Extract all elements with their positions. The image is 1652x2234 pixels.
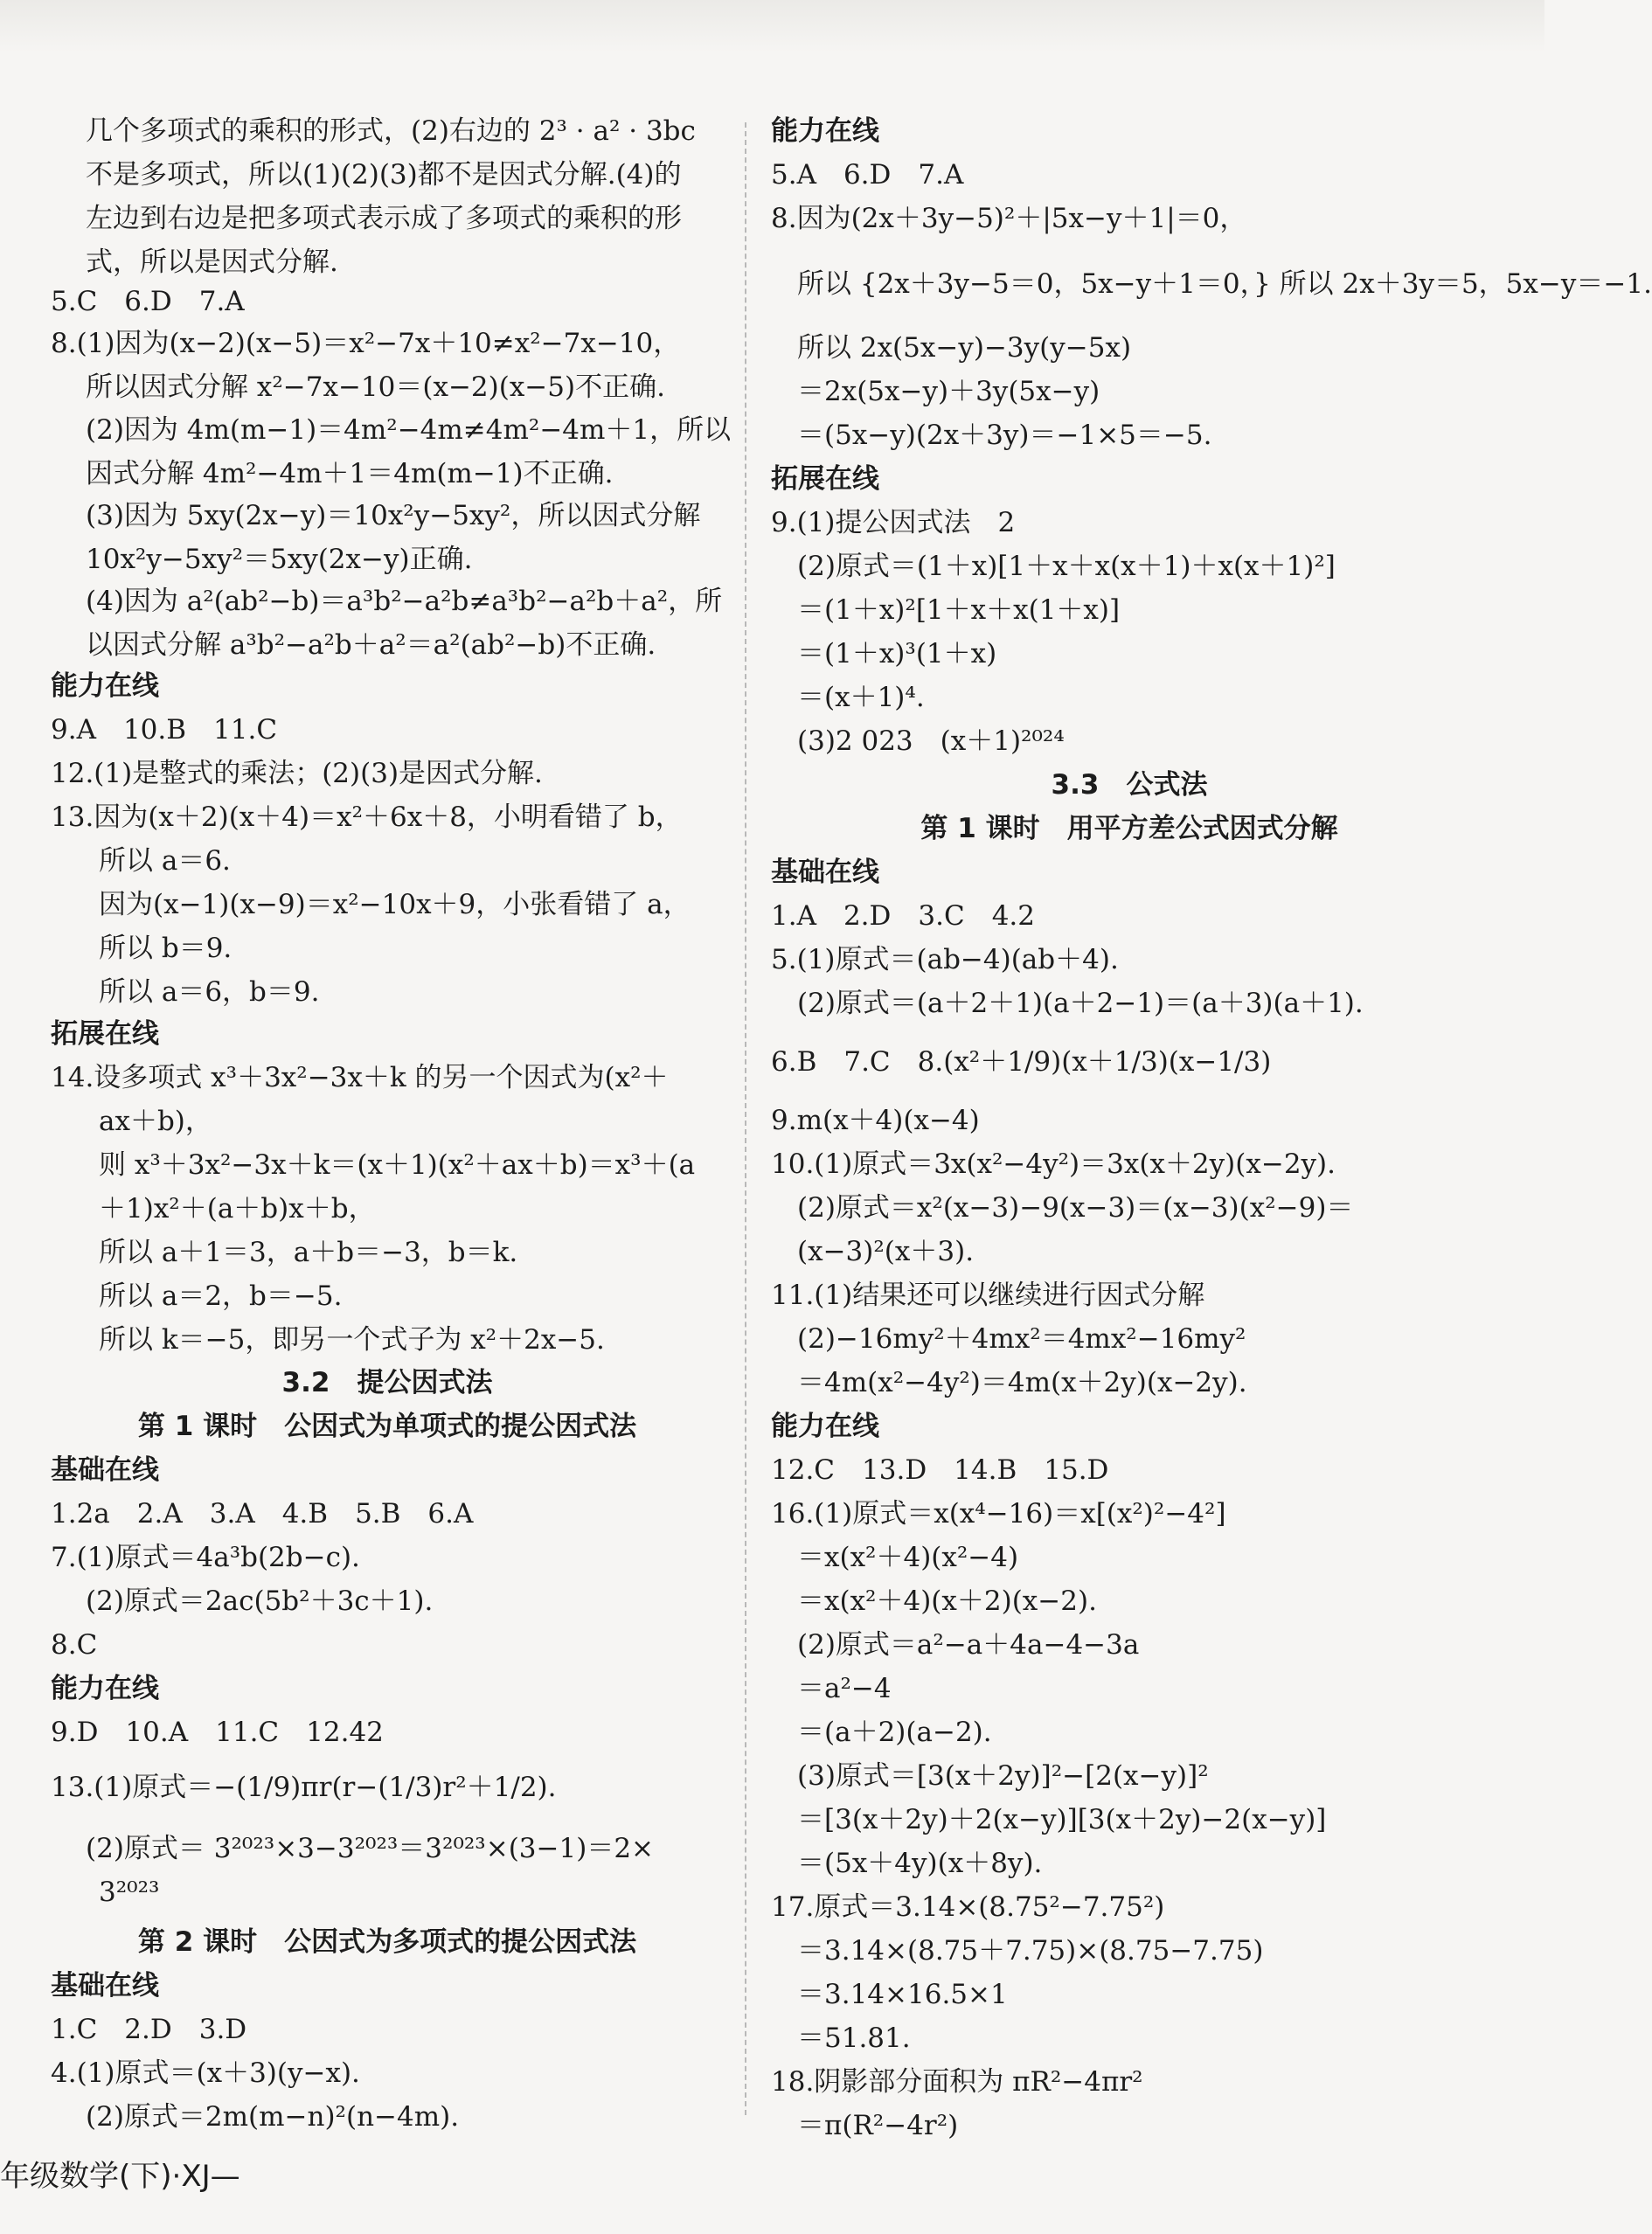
answer-line: 左边到右边是把多项式表示成了多项式的乘积的形: [86, 203, 682, 234]
section-heading: 第 1 课时 用平方差公式因式分解: [920, 813, 1338, 844]
answer-line: 4.(1)原式＝(x＋3)(y−x).: [51, 2057, 360, 2089]
answer-line: 9.(1)提公因式法 2: [771, 507, 1016, 538]
answer-line: 所以 a＝6.: [99, 845, 231, 877]
answer-line: 5.A 6.D 7.A: [771, 159, 964, 191]
answer-line: 几个多项式的乘积的形式，(2)右边的 2³ · a² · 3bc: [86, 115, 696, 147]
answer-line: 13.(1)原式＝−(1/9)πr(r−(1/3)r²＋1/2).: [51, 1772, 557, 1803]
answer-line: (3)原式＝[3(x＋2y)]²−[2(x−y)]²: [797, 1760, 1209, 1792]
answer-line: 10.(1)原式＝3x(x²−4y²)＝3x(x＋2y)(x−2y).: [771, 1148, 1336, 1180]
column-divider: [745, 122, 746, 2115]
answer-line: ＋1)x²＋(a＋b)x＋b，: [99, 1193, 376, 1225]
answer-line: ＝x(x²＋4)(x²−4): [797, 1542, 1019, 1573]
answer-line: 5.C 6.D 7.A: [51, 286, 245, 317]
answer-line: 所以 k＝−5，即另一个式子为 x²＋2x−5.: [99, 1324, 605, 1356]
answer-line: (3)2 023 (x＋1)²⁰²⁴: [797, 725, 1065, 757]
answer-line: 17.原式＝3.14×(8.75²−7.75²): [771, 1891, 1165, 1923]
answer-line: ＝2x(5x−y)＋3y(5x−y): [797, 376, 1100, 407]
answer-line: 16.(1)原式＝x(x⁴−16)＝x[(x²)²−4²]: [771, 1498, 1226, 1530]
answer-line: 12.C 13.D 14.B 15.D: [771, 1454, 1109, 1486]
page-footer: 年级数学(下)·XJ—: [0, 2159, 240, 2194]
answer-line: 式，所以是因式分解.: [86, 246, 338, 278]
answer-line: 13.因为(x＋2)(x＋4)＝x²＋6x＋8，小明看错了 b，: [51, 801, 683, 833]
section-heading: 基础在线: [771, 857, 879, 888]
answer-line: (2)因为 4m(m−1)＝4m²−4m≠4m²−4m＋1，所以: [86, 414, 732, 446]
answer-line: 1.A 2.D 3.C 4.2: [771, 900, 1035, 932]
answer-line: 所以 a＝6，b＝9.: [99, 976, 320, 1008]
answer-line: 14.设多项式 x³＋3x²−3x＋k 的另一个因式为(x²＋: [51, 1062, 669, 1093]
answer-line: ＝[3(x＋2y)＋2(x−y)][3(x＋2y)−2(x−y)]: [797, 1804, 1327, 1835]
answer-line: ＝(x＋1)⁴.: [797, 682, 925, 713]
answer-line: 所以因式分解 x²−7x−10＝(x−2)(x−5)不正确.: [86, 371, 665, 403]
answer-line: ＝(5x＋4y)(x＋8y).: [797, 1848, 1043, 1879]
answer-line: 所以 a＝2，b＝−5.: [99, 1280, 343, 1312]
answer-line: ＝4m(x²−4y²)＝4m(x＋2y)(x−2y).: [797, 1367, 1247, 1398]
section-heading: 能力在线: [771, 115, 879, 147]
answer-line: 1.C 2.D 3.D: [51, 2014, 247, 2045]
answer-line: ＝3.14×16.5×1: [797, 1979, 1008, 2010]
section-heading: 第 1 课时 公因式为单项式的提公因式法: [137, 1411, 637, 1442]
answer-line: 8.因为(2x＋3y−5)²＋|5x−y＋1|＝0，: [771, 203, 1247, 234]
section-heading: 能力在线: [51, 1673, 159, 1704]
answer-line: ＝3.14×(8.75＋7.75)×(8.75−7.75): [797, 1935, 1264, 1967]
answer-line: (x−3)²(x＋3).: [797, 1236, 975, 1267]
answer-line: ＝(5x−y)(2x＋3y)＝−1×5＝−5.: [797, 420, 1212, 451]
answer-line: 不是多项式，所以(1)(2)(3)都不是因式分解.(4)的: [86, 159, 682, 191]
section-heading: 能力在线: [771, 1411, 879, 1442]
page-top-shading: [0, 0, 1544, 52]
answer-line: 8.(1)因为(x−2)(x−5)＝x²−7x＋10≠x²−7x−10，: [51, 328, 681, 359]
answer-line: (2)原式＝a²−a＋4a−4−3a: [797, 1629, 1140, 1661]
answer-line: 5.(1)原式＝(ab−4)(ab＋4).: [771, 944, 1119, 975]
answer-line: ＝a²−4: [797, 1673, 892, 1704]
answer-line: (2)−16my²＋4mx²＝4mx²−16my²: [797, 1323, 1246, 1355]
section-heading: 3.2 提公因式法: [281, 1367, 493, 1398]
answer-line: 因式分解 4m²−4m＋1＝4m(m−1)不正确.: [86, 458, 614, 489]
answer-line: 所以 {2x＋3y−5＝0，5x−y＋1＝0，} 所以 2x＋3y＝5，5x−y＝−1.: [797, 268, 1652, 300]
section-heading: 拓展在线: [771, 463, 879, 495]
answer-line: 7.(1)原式＝4a³b(2b−c).: [51, 1542, 360, 1573]
section-heading: 3.3 公式法: [1051, 769, 1208, 801]
answer-line: 9.A 10.B 11.C: [51, 714, 278, 746]
answer-line: 9.D 10.A 11.C 12.42: [51, 1717, 384, 1748]
answer-line: 则 x³＋3x²−3x＋k＝(x＋1)(x²＋ax＋b)＝x³＋(a: [99, 1149, 696, 1181]
answer-line: 所以 b＝9.: [99, 933, 233, 964]
answer-line: (2)原式＝(1＋x)[1＋x＋x(x＋1)＋x(x＋1)²]: [797, 551, 1336, 582]
answer-line: 10x²y−5xy²＝5xy(2x−y)正确.: [86, 544, 473, 575]
answer-line: 所以 a＋1＝3，a＋b＝−3，b＝k.: [99, 1237, 518, 1268]
answer-line: (4)因为 a²(ab²−b)＝a³b²−a²b≠a³b²−a²b＋a²，所: [86, 586, 723, 617]
section-heading: 能力在线: [51, 670, 159, 702]
answer-line: ax＋b)，: [99, 1106, 212, 1137]
answer-line: 12.(1)是整式的乘法；(2)(3)是因式分解.: [51, 758, 543, 789]
answer-line: ＝(1＋x)²[1＋x＋x(1＋x)]: [797, 594, 1121, 626]
answer-line: (2)原式＝x²(x−3)−9(x−3)＝(x−3)(x²−9)＝: [797, 1192, 1354, 1224]
answer-line: 6.B 7.C 8.(x²＋1/9)(x＋1/3)(x−1/3): [771, 1046, 1272, 1078]
answer-line: 以因式分解 a³b²−a²b＋a²＝a²(ab²−b)不正确.: [86, 629, 656, 661]
section-heading: 基础在线: [51, 1454, 159, 1486]
section-heading: 基础在线: [51, 1970, 159, 2002]
answer-line: (2)原式＝(a＋2＋1)(a＋2−1)＝(a＋3)(a＋1).: [797, 988, 1364, 1019]
answer-line: 因为(x−1)(x−9)＝x²−10x＋9，小张看错了 a，: [99, 889, 691, 920]
answer-line: (2)原式＝ 3²⁰²³×3−3²⁰²³＝3²⁰²³×(3−1)＝2×: [86, 1833, 655, 1864]
answer-line: 11.(1)结果还可以继续进行因式分解: [771, 1280, 1205, 1311]
answer-line: (2)原式＝2ac(5b²＋3c＋1).: [86, 1585, 434, 1617]
answer-line: (2)原式＝2m(m−n)²(n−4m).: [86, 2101, 460, 2133]
answer-line: 18.阴影部分面积为 πR²−4πr²: [771, 2066, 1143, 2098]
answer-line: 8.C: [51, 1629, 98, 1661]
section-heading: 第 2 课时 公因式为多项式的提公因式法: [137, 1926, 637, 1958]
section-heading: 拓展在线: [51, 1018, 159, 1050]
answer-line: 3²⁰²³: [99, 1877, 160, 1908]
answer-line: ＝51.81.: [797, 2022, 911, 2054]
answer-line: ＝(1＋x)³(1＋x): [797, 638, 997, 670]
answer-line: (3)因为 5xy(2x−y)＝10x²y−5xy²，所以因式分解: [86, 500, 701, 531]
answer-line: 所以 2x(5x−y)−3y(y−5x): [797, 332, 1132, 364]
answer-line: ＝(a＋2)(a−2).: [797, 1717, 992, 1748]
answer-line: ＝x(x²＋4)(x＋2)(x−2).: [797, 1585, 1097, 1617]
answer-line: ＝π(R²−4r²): [797, 2110, 959, 2141]
answer-line: 9.m(x＋4)(x−4): [771, 1105, 980, 1136]
answer-line: 1.2a 2.A 3.A 4.B 5.B 6.A: [51, 1498, 474, 1530]
